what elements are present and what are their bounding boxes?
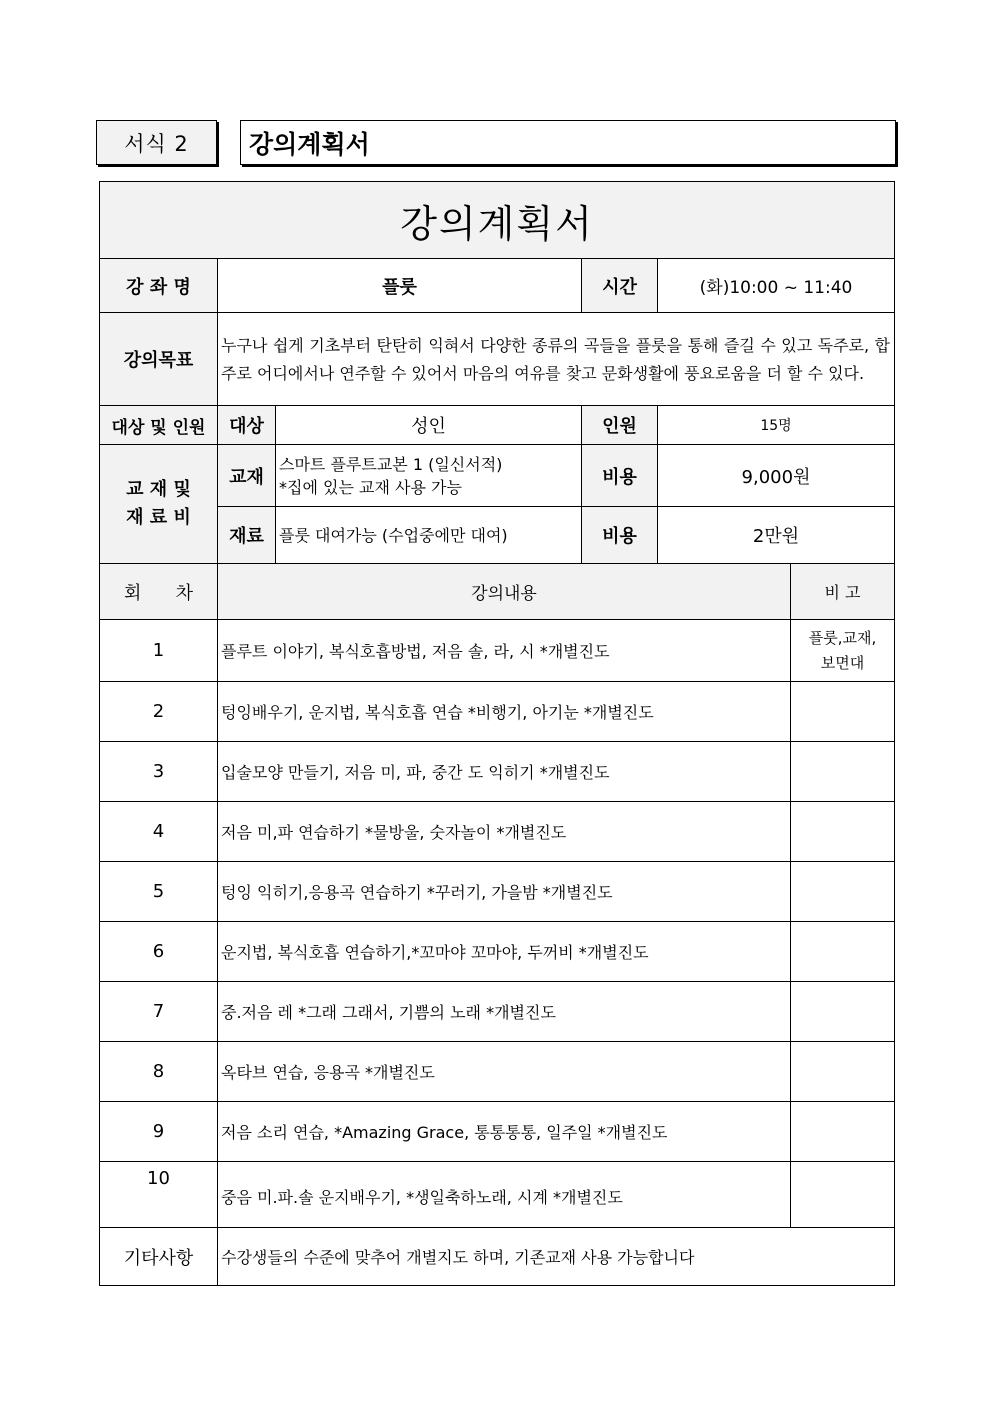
session-content: 저음 미,파 연습하기 *물방울, 숫자놀이 *개별진도	[218, 802, 791, 862]
textbook-cost-value: 9,000원	[658, 445, 895, 507]
session-note	[791, 1102, 895, 1162]
time-label: 시간	[582, 259, 658, 313]
table-row	[100, 802, 895, 862]
session-content: 텅잉배우기, 운지법, 복식호흡 연습 *비행기, 아기눈 *개별진도	[218, 682, 791, 742]
content-column-header: 강의내용	[218, 564, 791, 620]
textbook-cost-label: 비용	[582, 445, 658, 507]
table-row	[100, 742, 895, 802]
textbook-value	[276, 445, 582, 507]
session-content: 중음 미.파.솔 운지배우기, *생일축하노래, 시계 *개별진도	[218, 1162, 791, 1228]
target-label: 대상	[218, 406, 276, 445]
session-note-line2: 보면대	[820, 653, 865, 672]
session-note	[791, 982, 895, 1042]
goal-text: 누구나 쉽게 기초부터 탄탄히 익혀서 다양한 종류의 곡들을 플룻을 통해 즐길 수 있고 독주로, 합주로 어디에서나 연주할 수 있어서 마음의 여유를 찾고 문화생활에 풍요로움을 더 할 수 있다.	[218, 313, 895, 406]
session-note	[791, 1162, 895, 1228]
session-note	[791, 802, 895, 862]
session-number: 6	[100, 922, 218, 982]
goal-label: 강의목표	[100, 313, 218, 406]
materials-label	[100, 445, 218, 564]
session-note	[791, 862, 895, 922]
materials-label-line2: 재 료 비	[126, 507, 191, 528]
course-name-label: 강 좌 명	[100, 259, 218, 313]
session-number: 4	[100, 802, 218, 862]
table-row	[100, 982, 895, 1042]
table-row	[100, 1162, 895, 1228]
lecture-plan-table	[99, 181, 895, 1286]
session-content: 텅잉 익히기,응용곡 연습하기 *꾸러기, 가을밤 *개별진도	[218, 862, 791, 922]
session-content: 저음 소리 연습, *Amazing Grace, 통통통통, 일주일 *개별진도	[218, 1102, 791, 1162]
session-content: 중.저음 레 *그래 그래서, 기쁨의 노래 *개별진도	[218, 982, 791, 1042]
session-note	[791, 922, 895, 982]
session-content: 입술모양 만들기, 저음 미, 파, 중간 도 익히기 *개별진도	[218, 742, 791, 802]
table-row	[100, 922, 895, 982]
plan-title: 강의계획서	[100, 182, 895, 259]
session-content: 플루트 이야기, 복식호흡방법, 저음 솔, 라, 시 *개별진도	[218, 620, 791, 682]
time-value: (화)10:00 ~ 11:40	[658, 259, 895, 313]
form-title: 강의계획서	[240, 120, 896, 165]
session-note	[791, 620, 895, 682]
textbook-label: 교재	[218, 445, 276, 507]
table-row	[100, 1042, 895, 1102]
session-column-header: 회 차	[100, 564, 218, 620]
session-number: 10	[100, 1162, 218, 1228]
form-number-label: 서식 2	[96, 120, 217, 165]
session-number: 1	[100, 620, 218, 682]
session-content: 옥타브 연습, 응용곡 *개별진도	[218, 1042, 791, 1102]
note-column-header: 비 고	[791, 564, 895, 620]
session-number: 3	[100, 742, 218, 802]
session-note	[791, 682, 895, 742]
session-note	[791, 1042, 895, 1102]
session-number: 2	[100, 682, 218, 742]
target-group-label: 대상 및 인원	[100, 406, 218, 445]
headcount-value: 15명	[658, 406, 895, 445]
materials-label-line1: 교 재 및	[126, 479, 191, 500]
material-cost-label: 비용	[582, 507, 658, 564]
session-number: 7	[100, 982, 218, 1042]
table-row	[100, 1102, 895, 1162]
table-row	[100, 620, 895, 682]
session-number: 9	[100, 1102, 218, 1162]
textbook-line1: 스마트 플루트교본 1 (일신서적)	[279, 454, 503, 474]
etc-text: 수강생들의 수준에 맞추어 개별지도 하며, 기존교재 사용 가능합니다	[218, 1228, 895, 1286]
table-row	[100, 862, 895, 922]
session-number: 5	[100, 862, 218, 922]
target-value: 성인	[276, 406, 582, 445]
course-name-value: 플룻	[218, 259, 582, 313]
session-note	[791, 742, 895, 802]
etc-label: 기타사항	[100, 1228, 218, 1286]
session-content: 운지법, 복식호흡 연습하기,*꼬마야 꼬마야, 두꺼비 *개별진도	[218, 922, 791, 982]
material-label: 재료	[218, 507, 276, 564]
session-note-line1: 플룻,교재,	[808, 628, 877, 647]
material-cost-value: 2만원	[658, 507, 895, 564]
session-number: 8	[100, 1042, 218, 1102]
textbook-line2: *집에 있는 교재 사용 가능	[279, 477, 462, 497]
headcount-label: 인원	[582, 406, 658, 445]
material-value: 플룻 대여가능 (수업중에만 대여)	[276, 507, 582, 564]
table-row	[100, 682, 895, 742]
